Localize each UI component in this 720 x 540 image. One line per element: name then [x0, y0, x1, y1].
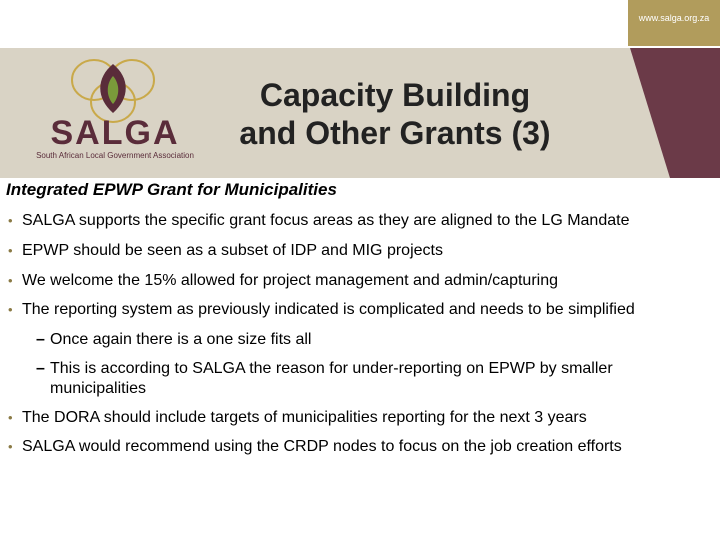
- logo-wordmark: SALGA: [50, 114, 180, 152]
- maroon-corner-graphic: [630, 48, 720, 178]
- sub-bullet-item: – Once again there is a one size fits all: [36, 331, 312, 348]
- slide-title: [215, 76, 575, 152]
- bullet-dot-icon: •: [8, 213, 13, 228]
- bullet-dot-icon: •: [8, 410, 13, 425]
- bullet-dot-icon: •: [8, 439, 13, 454]
- bullet-item: • SALGA would recommend using the CRDP nodes to focus on the job creation efforts: [8, 438, 622, 455]
- website-url: www.salga.org.za: [638, 13, 710, 23]
- bullet-item: • EPWP should be seen as a subset of IDP and MIG projects: [8, 242, 443, 259]
- top-strip: [0, 0, 720, 48]
- bullet-dot-icon: •: [8, 273, 13, 288]
- url-box: [628, 0, 720, 46]
- sub-bullet-dash-icon: –: [36, 331, 45, 348]
- title-line-1: Capacity Building: [259, 77, 531, 113]
- logo-tagline: South African Local Government Association: [36, 151, 194, 160]
- salga-logo: [20, 58, 210, 168]
- section-subtitle: Integrated EPWP Grant for Municipalities: [6, 180, 337, 199]
- bullet-dot-icon: •: [8, 243, 13, 258]
- bullet-item: • We welcome the 15% allowed for project management and admin/capturing: [8, 272, 558, 289]
- bullet-item: • The reporting system as previously indicated is complicated and needs to be simplified: [8, 301, 635, 318]
- title-line-2: and Other Grants (3): [239, 115, 551, 151]
- sub-bullet-dash-icon: –: [36, 360, 45, 377]
- bullet-dot-icon: •: [8, 302, 13, 317]
- bullet-item: • SALGA supports the specific grant focus areas as they are aligned to the LG Mandate: [8, 212, 630, 229]
- sub-bullet-item: – This is according to SALGA the reason for under-reporting on EPWP by smaller municipalities: [36, 360, 613, 397]
- bullet-item: • The DORA should include targets of municipalities reporting for the next 3 years: [8, 409, 587, 426]
